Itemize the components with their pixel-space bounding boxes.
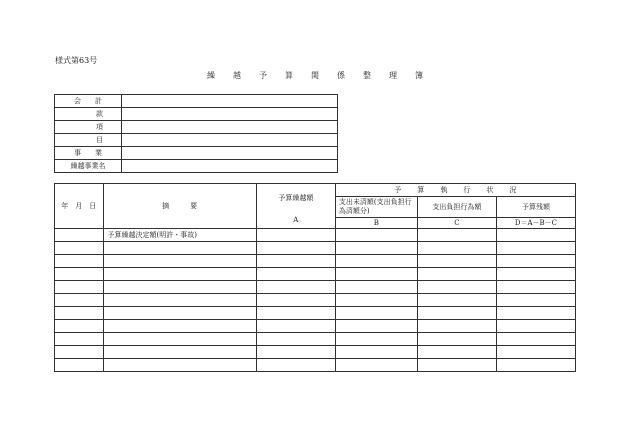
b-cell[interactable] — [335, 359, 417, 372]
info-label: 項 — [55, 121, 122, 134]
b-cell[interactable] — [335, 320, 417, 333]
d-cell[interactable] — [496, 346, 575, 359]
title-char: 理 — [389, 71, 397, 80]
col-b-header: 支出未済額(支出負担行為済額分) — [335, 197, 417, 218]
col-summary-header — [103, 184, 256, 229]
info-row — [55, 160, 338, 173]
amount-cell[interactable] — [256, 281, 335, 294]
group-header-char: 算 — [417, 186, 425, 194]
ledger-row — [55, 333, 576, 346]
summary-cell[interactable] — [103, 281, 256, 294]
d-cell[interactable] — [496, 268, 575, 281]
ledger-row — [55, 242, 576, 255]
group-header-char: 執 — [440, 186, 448, 194]
info-table — [54, 94, 338, 173]
info-row — [55, 95, 338, 108]
d-cell[interactable] — [496, 320, 575, 333]
summary-cell: 予算繰越決定額(明許・事故) — [103, 229, 256, 242]
title-char: 簿 — [415, 71, 423, 80]
d-cell[interactable] — [496, 294, 575, 307]
group-header-char: 予 — [394, 186, 402, 194]
b-cell[interactable] — [335, 333, 417, 346]
b-cell[interactable] — [335, 307, 417, 320]
date-cell[interactable] — [55, 281, 104, 294]
c-cell[interactable] — [417, 229, 496, 242]
info-label: 会 計 — [55, 95, 122, 108]
b-cell[interactable] — [335, 294, 417, 307]
c-cell[interactable] — [417, 320, 496, 333]
ledger-row — [55, 294, 576, 307]
title-char: 関 — [311, 71, 319, 80]
amount-cell[interactable] — [256, 242, 335, 255]
info-label: 事 業 — [55, 147, 122, 160]
col-amount-label: 予算繰越額 — [278, 194, 314, 202]
c-cell[interactable] — [417, 255, 496, 268]
c-cell[interactable] — [417, 268, 496, 281]
col-summary-label: 摘 要 — [162, 202, 198, 210]
title-char: 越 — [233, 71, 241, 80]
summary-cell[interactable] — [103, 320, 256, 333]
title-char: 算 — [285, 71, 293, 80]
c-cell[interactable] — [417, 359, 496, 372]
title-char: 整 — [363, 71, 371, 80]
info-label: 目 — [55, 134, 122, 147]
d-cell[interactable] — [496, 242, 575, 255]
info-value-field[interactable] — [122, 95, 338, 108]
c-cell[interactable] — [417, 307, 496, 320]
d-cell[interactable] — [496, 359, 575, 372]
c-cell[interactable] — [417, 242, 496, 255]
b-cell[interactable] — [335, 242, 417, 255]
form-number: 様式第63号 — [55, 56, 98, 65]
info-label: 繰越事業名 — [55, 160, 122, 173]
info-label: 款 — [55, 108, 122, 121]
info-value-field[interactable] — [122, 147, 338, 160]
date-cell[interactable] — [55, 255, 104, 268]
title-char: 予 — [259, 71, 267, 80]
b-cell[interactable] — [335, 346, 417, 359]
date-cell[interactable] — [55, 268, 104, 281]
ledger-row — [55, 359, 576, 372]
col-c-header: 支出負担行為額 — [417, 197, 496, 218]
d-cell[interactable] — [496, 255, 575, 268]
col-amount-code: A — [293, 216, 299, 224]
c-cell[interactable] — [417, 281, 496, 294]
info-value-field[interactable] — [122, 160, 338, 173]
amount-cell[interactable] — [256, 255, 335, 268]
d-cell[interactable] — [496, 307, 575, 320]
c-cell[interactable] — [417, 346, 496, 359]
date-cell[interactable] — [55, 320, 104, 333]
summary-cell[interactable] — [103, 242, 256, 255]
date-cell[interactable] — [55, 346, 104, 359]
ledger-row — [55, 281, 576, 294]
summary-cell[interactable] — [103, 255, 256, 268]
ledger-title — [150, 70, 480, 81]
ledger-row — [55, 346, 576, 359]
amount-cell[interactable] — [256, 307, 335, 320]
summary-cell[interactable] — [103, 359, 256, 372]
b-cell[interactable] — [335, 281, 417, 294]
col-c-code: C — [417, 218, 496, 229]
summary-cell[interactable] — [103, 333, 256, 346]
title-char: 繰 — [207, 71, 215, 80]
amount-cell[interactable] — [256, 333, 335, 346]
group-header-char: 状 — [486, 186, 494, 194]
execution-status-header — [335, 184, 575, 197]
ledger-table — [54, 183, 576, 372]
date-cell[interactable] — [55, 229, 104, 242]
b-cell[interactable] — [335, 229, 417, 242]
ledger-row — [55, 255, 576, 268]
c-cell[interactable] — [417, 294, 496, 307]
info-row — [55, 134, 338, 147]
date-cell[interactable] — [55, 333, 104, 346]
d-cell[interactable] — [496, 229, 575, 242]
amount-cell[interactable] — [256, 346, 335, 359]
group-header-char: 況 — [509, 186, 517, 194]
title-char: 係 — [337, 71, 345, 80]
amount-cell[interactable] — [256, 294, 335, 307]
b-cell[interactable] — [335, 255, 417, 268]
col-date-header: 年 月 日 — [55, 184, 104, 229]
summary-cell[interactable] — [103, 346, 256, 359]
c-cell[interactable] — [417, 333, 496, 346]
info-value-field[interactable] — [122, 121, 338, 134]
col-d-code: D＝A－B－C — [496, 218, 575, 229]
date-cell[interactable] — [55, 242, 104, 255]
date-cell[interactable] — [55, 294, 104, 307]
b-cell[interactable] — [335, 268, 417, 281]
ledger-row — [55, 229, 576, 242]
group-header-char: 行 — [463, 186, 471, 194]
amount-cell[interactable] — [256, 359, 335, 372]
col-d-header: 予算残額 — [496, 197, 575, 218]
info-value-field[interactable] — [122, 108, 338, 121]
summary-cell[interactable] — [103, 307, 256, 320]
col-amount-header — [256, 184, 335, 229]
d-cell[interactable] — [496, 281, 575, 294]
ledger-row — [55, 307, 576, 320]
d-cell[interactable] — [496, 333, 575, 346]
amount-cell[interactable] — [256, 268, 335, 281]
info-row — [55, 147, 338, 160]
ledger-row — [55, 268, 576, 281]
amount-cell[interactable] — [256, 320, 335, 333]
summary-cell[interactable] — [103, 268, 256, 281]
info-value-field[interactable] — [122, 134, 338, 147]
info-row — [55, 121, 338, 134]
ledger-row — [55, 320, 576, 333]
col-b-code: B — [335, 218, 417, 229]
date-cell[interactable] — [55, 359, 104, 372]
summary-cell[interactable] — [103, 294, 256, 307]
amount-cell[interactable] — [256, 229, 335, 242]
date-cell[interactable] — [55, 307, 104, 320]
info-row — [55, 108, 338, 121]
